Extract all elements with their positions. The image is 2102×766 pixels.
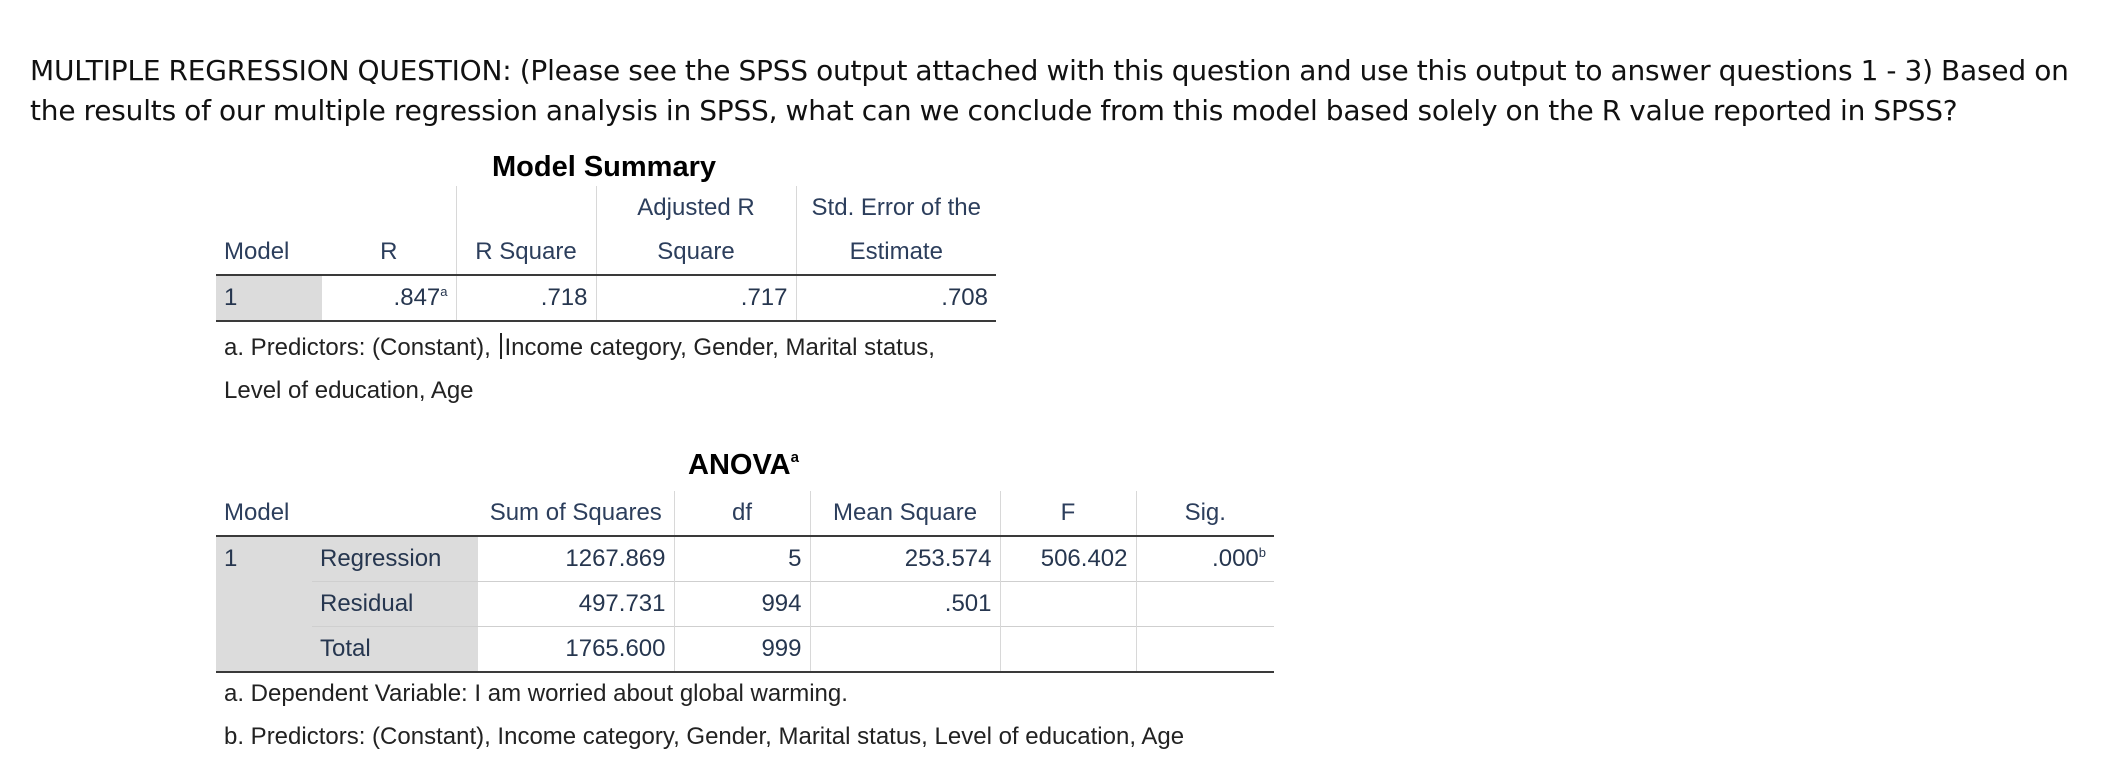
header-r-square: R Square (456, 230, 596, 275)
anova-footnote-a: a. Dependent Variable: I am worried about global warming. (224, 680, 848, 707)
anova-cell-ms: 253.574 (810, 536, 1000, 582)
anova-header-f: F (1000, 491, 1136, 536)
text-cursor (500, 333, 502, 359)
header-adj-r-square-2: Square (596, 230, 796, 275)
anova-row-label: Total (312, 627, 478, 673)
anova-cell-ms (810, 627, 1000, 673)
anova-cell-f: 506.402 (1000, 536, 1136, 582)
anova-cell-sig (1136, 582, 1274, 627)
anova-header-df: df (674, 491, 810, 536)
question-text: MULTIPLE REGRESSION QUESTION: (Please see the SPSS output attached with this question and use this output to answer questions 1 - 3) Based on the results of our multiple regression analysis in SPSS, what can we conclude from this model based solely on the R value reported in SPSS? (30, 54, 2069, 127)
header-adj-r-square-1: Adjusted R (596, 186, 796, 230)
anova-cell-ss: 1765.600 (478, 627, 674, 673)
anova-row-label: Residual (312, 582, 478, 627)
anova-header-model: Model (224, 499, 290, 526)
anova-cell-df: 5 (674, 536, 810, 582)
anova-table (216, 491, 1274, 673)
model-summary-footnote-line1: a. Predictors: (Constant), Income category, Gender, Marital status, (224, 334, 935, 361)
anova-header-ms: Mean Square (810, 491, 1000, 536)
anova-cell-ss: 1267.869 (478, 536, 674, 582)
anova-header-sig: Sig. (1136, 491, 1274, 536)
header-std-error-2: Estimate (796, 230, 996, 275)
cell-std-error: .708 (796, 275, 996, 321)
model-summary-title: Model Summary (492, 151, 716, 183)
row-model: 1 (216, 275, 322, 321)
model-summary-table (216, 186, 996, 322)
cell-adj-r-square: .717 (596, 275, 796, 321)
header-r: R (380, 238, 398, 265)
anova-cell-ms: .501 (810, 582, 1000, 627)
anova-cell-ss: 497.731 (478, 582, 674, 627)
anova-cell-sig (1136, 627, 1274, 673)
anova-model-number: 1 (216, 536, 312, 582)
anova-cell-sig: .000$^b$ (1136, 536, 1274, 582)
anova-header-ss: Sum of Squares (489, 499, 662, 526)
cell-r: .847$^a$ (322, 275, 456, 321)
anova-footnote-b: b. Predictors: (Constant), Income category, Gender, Marital status, Level of education, Age (224, 723, 1185, 750)
anova-cell-f (1000, 582, 1136, 627)
anova-cell-df: 994 (674, 582, 810, 627)
anova-cell-df: 999 (674, 627, 810, 673)
model-summary-footnote-line2: Level of education, Age (224, 377, 474, 404)
header-std-error-1: Std. Error of the (796, 186, 996, 230)
anova-cell-f (1000, 627, 1136, 673)
header-model: Model (224, 238, 290, 265)
cell-r-square: .718 (456, 275, 596, 321)
anova-row-label: Regression (312, 536, 478, 582)
anova-title: ANOVA$^a$ (688, 449, 799, 481)
